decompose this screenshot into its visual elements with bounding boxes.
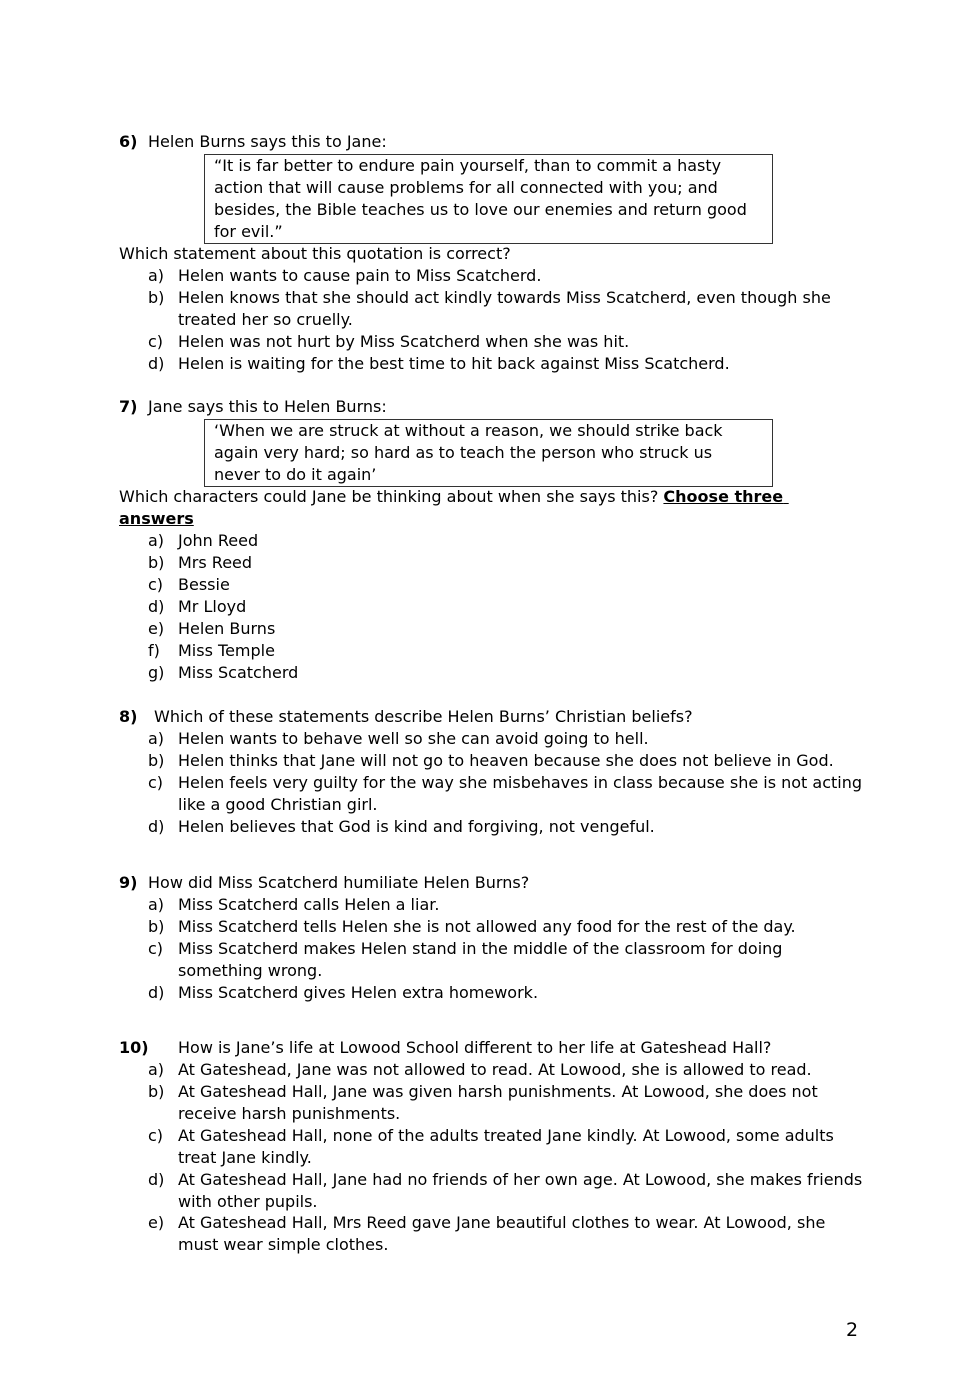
- question-6-prompt-line: [119, 131, 387, 153]
- instruction-answers: answers: [119, 509, 194, 528]
- option-g[interactable]: [148, 662, 299, 684]
- option-text: Bessie: [178, 575, 230, 594]
- option-letter: c): [148, 332, 164, 351]
- option-text: Helen was not hurt by Miss Scatcherd when she was hit.: [178, 332, 630, 351]
- option-c[interactable]: [148, 574, 230, 596]
- option-c[interactable]: [148, 331, 630, 353]
- option-letter: b): [148, 751, 165, 770]
- option-letter: c): [148, 773, 164, 792]
- page-number: 2: [846, 1319, 859, 1341]
- option-letter: a): [148, 531, 165, 550]
- question-number: 6): [119, 132, 138, 151]
- question-7-question-line: [119, 486, 789, 508]
- option-a[interactable]: [148, 1059, 812, 1081]
- option-letter: d): [148, 597, 165, 616]
- option-text: Helen Burns: [178, 619, 276, 638]
- option-letter: a): [148, 895, 165, 914]
- option-text: Miss Temple: [178, 641, 275, 660]
- option-text: Helen feels very guilty for the way she misbehaves in class because she is not acting like a good Christian girl.: [178, 773, 863, 814]
- option-letter: d): [148, 354, 165, 373]
- option-letter: b): [148, 288, 165, 307]
- question-prompt: Helen Burns says this to Jane:: [148, 132, 387, 151]
- option-text: Miss Scatcherd: [178, 663, 299, 682]
- option-letter: e): [148, 1213, 165, 1232]
- question-number: 10): [119, 1038, 149, 1057]
- question-7-instruction-line: [119, 508, 194, 530]
- question-prompt: How is Jane’s life at Lowood School different to her life at Gateshead Hall?: [178, 1038, 772, 1057]
- question-10-prompt-line: [119, 1037, 771, 1059]
- option-letter: e): [148, 619, 165, 638]
- option-text: At Gateshead, Jane was not allowed to read. At Lowood, she is allowed to read.: [178, 1060, 812, 1079]
- option-text: Helen wants to behave well so she can avoid going to hell.: [178, 729, 649, 748]
- option-f[interactable]: [148, 640, 275, 662]
- quote-box: ‘When we are struck at without a reason, we should strike back again very hard; so hard as to teach the person who struck us never to do it again’: [204, 419, 773, 487]
- option-b[interactable]: [148, 287, 831, 329]
- option-a[interactable]: [148, 265, 542, 287]
- option-text: At Gateshead Hall, Jane had no friends of her own age. At Lowood, she makes friends with other pupils.: [178, 1170, 863, 1211]
- option-text: Miss Scatcherd tells Helen she is not allowed any food for the rest of the day.: [178, 917, 796, 936]
- option-text: At Gateshead Hall, Jane was given harsh punishments. At Lowood, she does not receive harsh punishments.: [178, 1082, 818, 1123]
- option-text: Helen is waiting for the best time to hit back against Miss Scatcherd.: [178, 354, 730, 373]
- question-9-prompt-line: [119, 872, 529, 894]
- question-prompt: How did Miss Scatcherd humiliate Helen Burns?: [148, 873, 530, 892]
- option-text: Helen thinks that Jane will not go to heaven because she does not believe in God.: [178, 751, 834, 770]
- option-text: Mr Lloyd: [178, 597, 247, 616]
- option-letter: a): [148, 266, 165, 285]
- question-text: Which characters could Jane be thinking about when she says this?: [119, 487, 659, 506]
- option-e[interactable]: [148, 1212, 826, 1254]
- quote-box: “It is far better to endure pain yourself, than to commit a hasty action that will cause problems for all connected with you; and besides, the Bible teaches us to love our enemies and return good for evil.”: [204, 154, 773, 244]
- option-d[interactable]: [148, 816, 655, 838]
- option-text: Mrs Reed: [178, 553, 253, 572]
- option-text: Helen believes that God is kind and forgiving, not vengeful.: [178, 817, 655, 836]
- option-letter: b): [148, 1082, 165, 1101]
- option-text: John Reed: [178, 531, 259, 550]
- option-letter: c): [148, 1126, 164, 1145]
- question-prompt: Jane says this to Helen Burns:: [148, 397, 387, 416]
- option-letter: c): [148, 939, 164, 958]
- option-text: Miss Scatcherd makes Helen stand in the middle of the classroom for doing something wrong.: [178, 939, 783, 980]
- option-a[interactable]: [148, 894, 440, 916]
- option-letter: b): [148, 553, 165, 572]
- option-letter: b): [148, 917, 165, 936]
- option-letter: a): [148, 1060, 165, 1079]
- option-d[interactable]: [148, 982, 539, 1004]
- question-number: 7): [119, 397, 138, 416]
- option-letter: g): [148, 663, 165, 682]
- option-d[interactable]: [148, 353, 730, 375]
- option-b[interactable]: [148, 1081, 818, 1123]
- option-text: Miss Scatcherd calls Helen a liar.: [178, 895, 440, 914]
- option-c[interactable]: [148, 772, 863, 814]
- option-letter: c): [148, 575, 164, 594]
- instruction-choose-three: Choose three: [663, 487, 784, 506]
- question-7-prompt-line: [119, 396, 387, 418]
- question-number: 9): [119, 873, 138, 892]
- option-letter: a): [148, 729, 165, 748]
- option-b[interactable]: [148, 750, 834, 772]
- option-b[interactable]: [148, 552, 253, 574]
- option-c[interactable]: [148, 1125, 834, 1167]
- option-text: At Gateshead Hall, none of the adults treated Jane kindly. At Lowood, some adults treat Jane kindly.: [178, 1126, 834, 1167]
- option-a[interactable]: [148, 530, 259, 552]
- option-c[interactable]: [148, 938, 783, 980]
- question-6-question: Which statement about this quotation is correct?: [119, 244, 511, 263]
- option-a[interactable]: [148, 728, 649, 750]
- option-text: Helen knows that she should act kindly towards Miss Scatcherd, even though she treated her so cruelly.: [178, 288, 831, 329]
- question-8-prompt-line: [119, 706, 693, 728]
- question-number: 8): [119, 707, 138, 726]
- option-text: At Gateshead Hall, Mrs Reed gave Jane beautiful clothes to wear. At Lowood, she must wear simple clothes.: [178, 1213, 826, 1254]
- option-d[interactable]: [148, 1169, 863, 1211]
- option-letter: d): [148, 983, 165, 1002]
- option-text: Helen wants to cause pain to Miss Scatcherd.: [178, 266, 542, 285]
- option-b[interactable]: [148, 916, 796, 938]
- option-e[interactable]: [148, 618, 276, 640]
- option-d[interactable]: [148, 596, 247, 618]
- option-letter: d): [148, 817, 165, 836]
- option-letter: d): [148, 1170, 165, 1189]
- question-prompt: Which of these statements describe Helen Burns’ Christian beliefs?: [154, 707, 693, 726]
- option-text: Miss Scatcherd gives Helen extra homework.: [178, 983, 539, 1002]
- option-letter: f): [148, 641, 160, 660]
